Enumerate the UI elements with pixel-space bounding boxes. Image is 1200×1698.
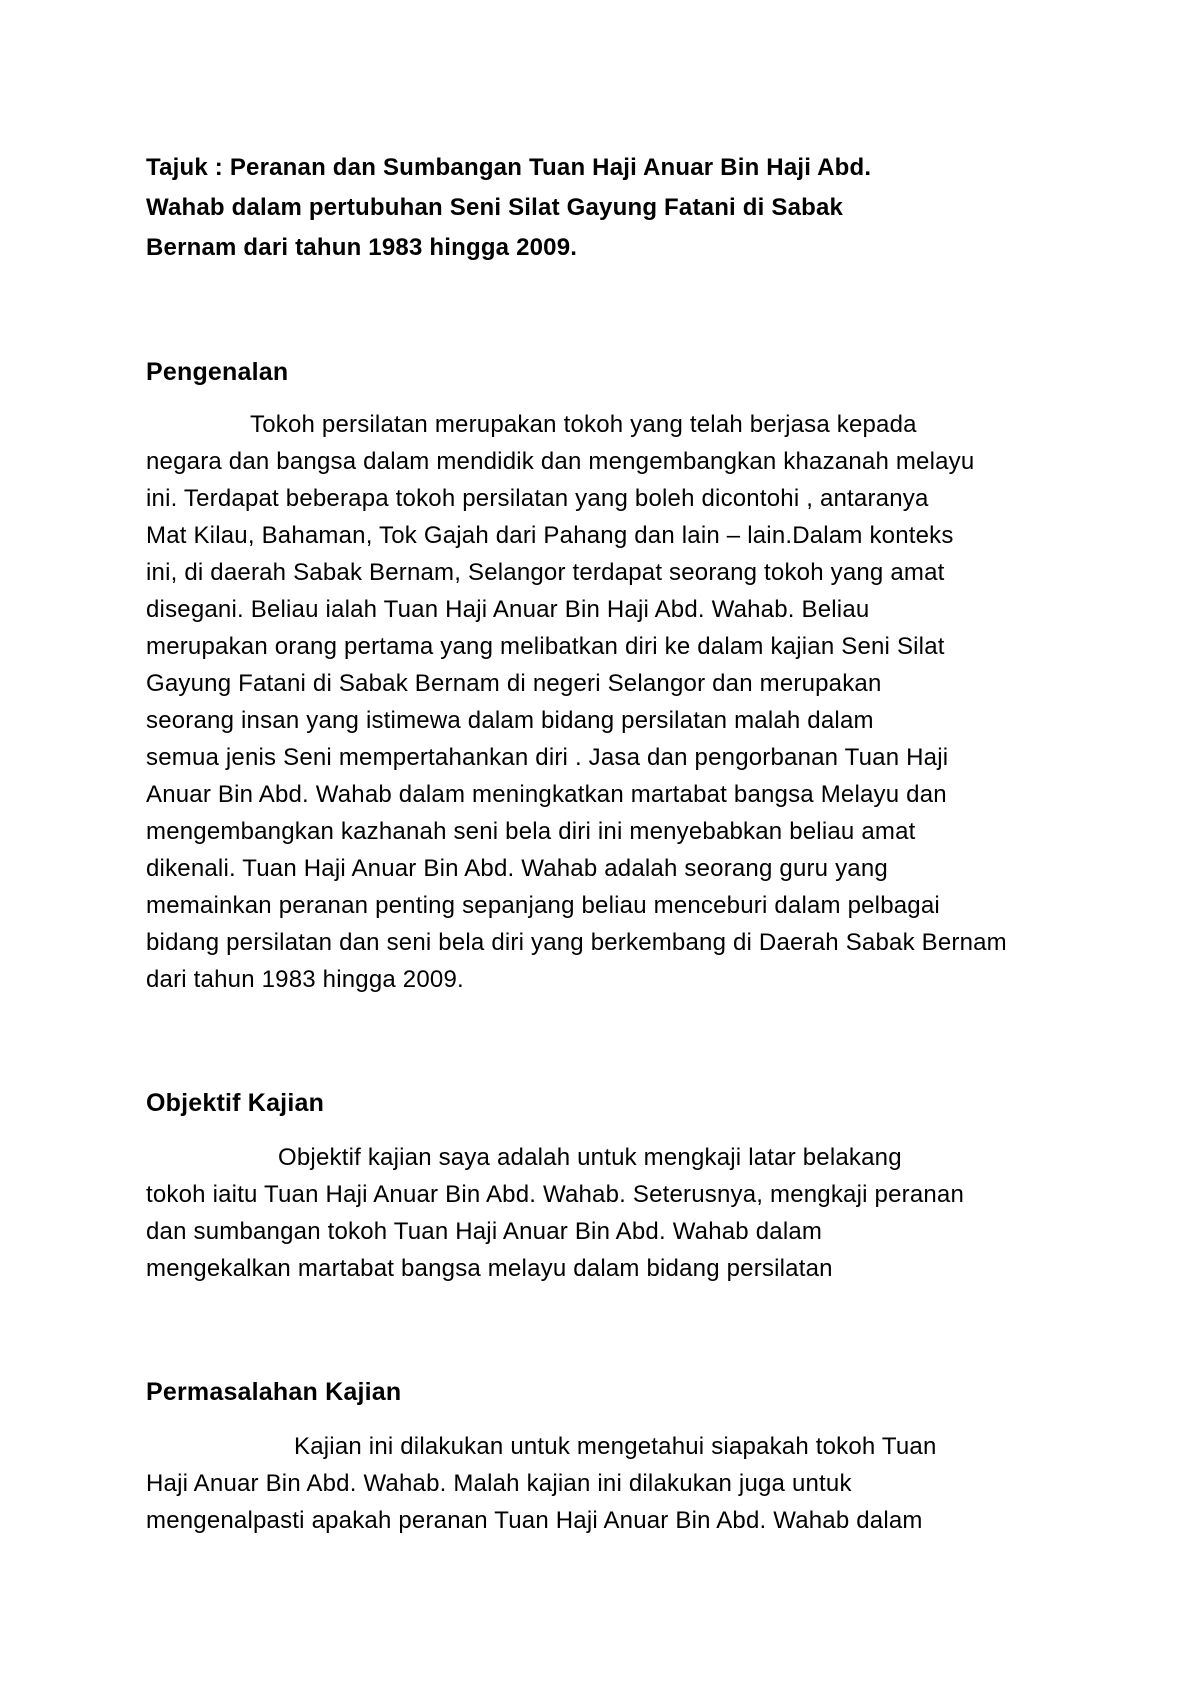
paragraph-line: Objektif kajian saya adalah untuk mengkaji latar belakang: [278, 1144, 902, 1171]
paragraph-line: bidang persilatan dan seni bela diri yang berkembang di Daerah Sabak Bernam: [146, 929, 1007, 956]
section-heading-objektif-kajian: Objektif Kajian: [146, 1089, 325, 1117]
paragraph-line: memainkan peranan penting sepanjang beliau menceburi dalam pelbagai: [146, 892, 940, 919]
paragraph-line: Tokoh persilatan merupakan tokoh yang telah berjasa kepada: [250, 411, 917, 438]
paragraph-line: Anuar Bin Abd. Wahab dalam meningkatkan martabat bangsa Melayu dan: [146, 781, 947, 808]
paragraph-line: Mat Kilau, Bahaman, Tok Gajah dari Pahang dan lain – lain.Dalam konteks: [146, 522, 954, 549]
section-heading-pengenalan: Pengenalan: [146, 358, 289, 386]
title-line-1: Tajuk : Peranan dan Sumbangan Tuan Haji Anuar Bin Haji Abd.: [146, 154, 872, 181]
paragraph-line: Gayung Fatani di Sabak Bernam di negeri Selangor dan merupakan: [146, 670, 882, 697]
title-line-2: Wahab dalam pertubuhan Seni Silat Gayung Fatani di Sabak: [146, 194, 844, 221]
paragraph-line: mengembangkan kazhanah seni bela diri ini menyebabkan beliau amat: [146, 818, 916, 845]
paragraph-line: semua jenis Seni mempertahankan diri . Jasa dan pengorbanan Tuan Haji: [146, 744, 949, 771]
paragraph-line: mengenalpasti apakah peranan Tuan Haji Anuar Bin Abd. Wahab dalam: [146, 1507, 923, 1534]
title-line-3: Bernam dari tahun 1983 hingga 2009.: [146, 234, 578, 261]
paragraph-line: mengekalkan martabat bangsa melayu dalam bidang persilatan: [146, 1255, 833, 1282]
paragraph-line: seorang insan yang istimewa dalam bidang persilatan malah dalam: [146, 707, 874, 734]
section-heading-permasalahan-kajian: Permasalahan Kajian: [146, 1378, 402, 1406]
paragraph-line: ini, di daerah Sabak Bernam, Selangor terdapat seorang tokoh yang amat: [146, 559, 945, 586]
paragraph-line: dan sumbangan tokoh Tuan Haji Anuar Bin Abd. Wahab dalam: [146, 1218, 823, 1245]
paragraph-line: dari tahun 1983 hingga 2009.: [146, 966, 464, 993]
paragraph-line: Haji Anuar Bin Abd. Wahab. Malah kajian ini dilakukan juga untuk: [146, 1470, 852, 1497]
paragraph-line: Kajian ini dilakukan untuk mengetahui siapakah tokoh Tuan: [294, 1433, 937, 1460]
paragraph-line: negara dan bangsa dalam mendidik dan mengembangkan khazanah melayu: [146, 448, 975, 475]
paragraph-line: dikenali. Tuan Haji Anuar Bin Abd. Wahab adalah seorang guru yang: [146, 855, 888, 882]
paragraph-line: merupakan orang pertama yang melibatkan diri ke dalam kajian Seni Silat: [146, 633, 945, 660]
paragraph-line: tokoh iaitu Tuan Haji Anuar Bin Abd. Wahab. Seterusnya, mengkaji peranan: [146, 1181, 965, 1208]
paragraph-line: ini. Terdapat beberapa tokoh persilatan yang boleh dicontohi , antaranya: [146, 485, 929, 512]
paragraph-line: disegani. Beliau ialah Tuan Haji Anuar Bin Haji Abd. Wahab. Beliau: [146, 596, 870, 623]
